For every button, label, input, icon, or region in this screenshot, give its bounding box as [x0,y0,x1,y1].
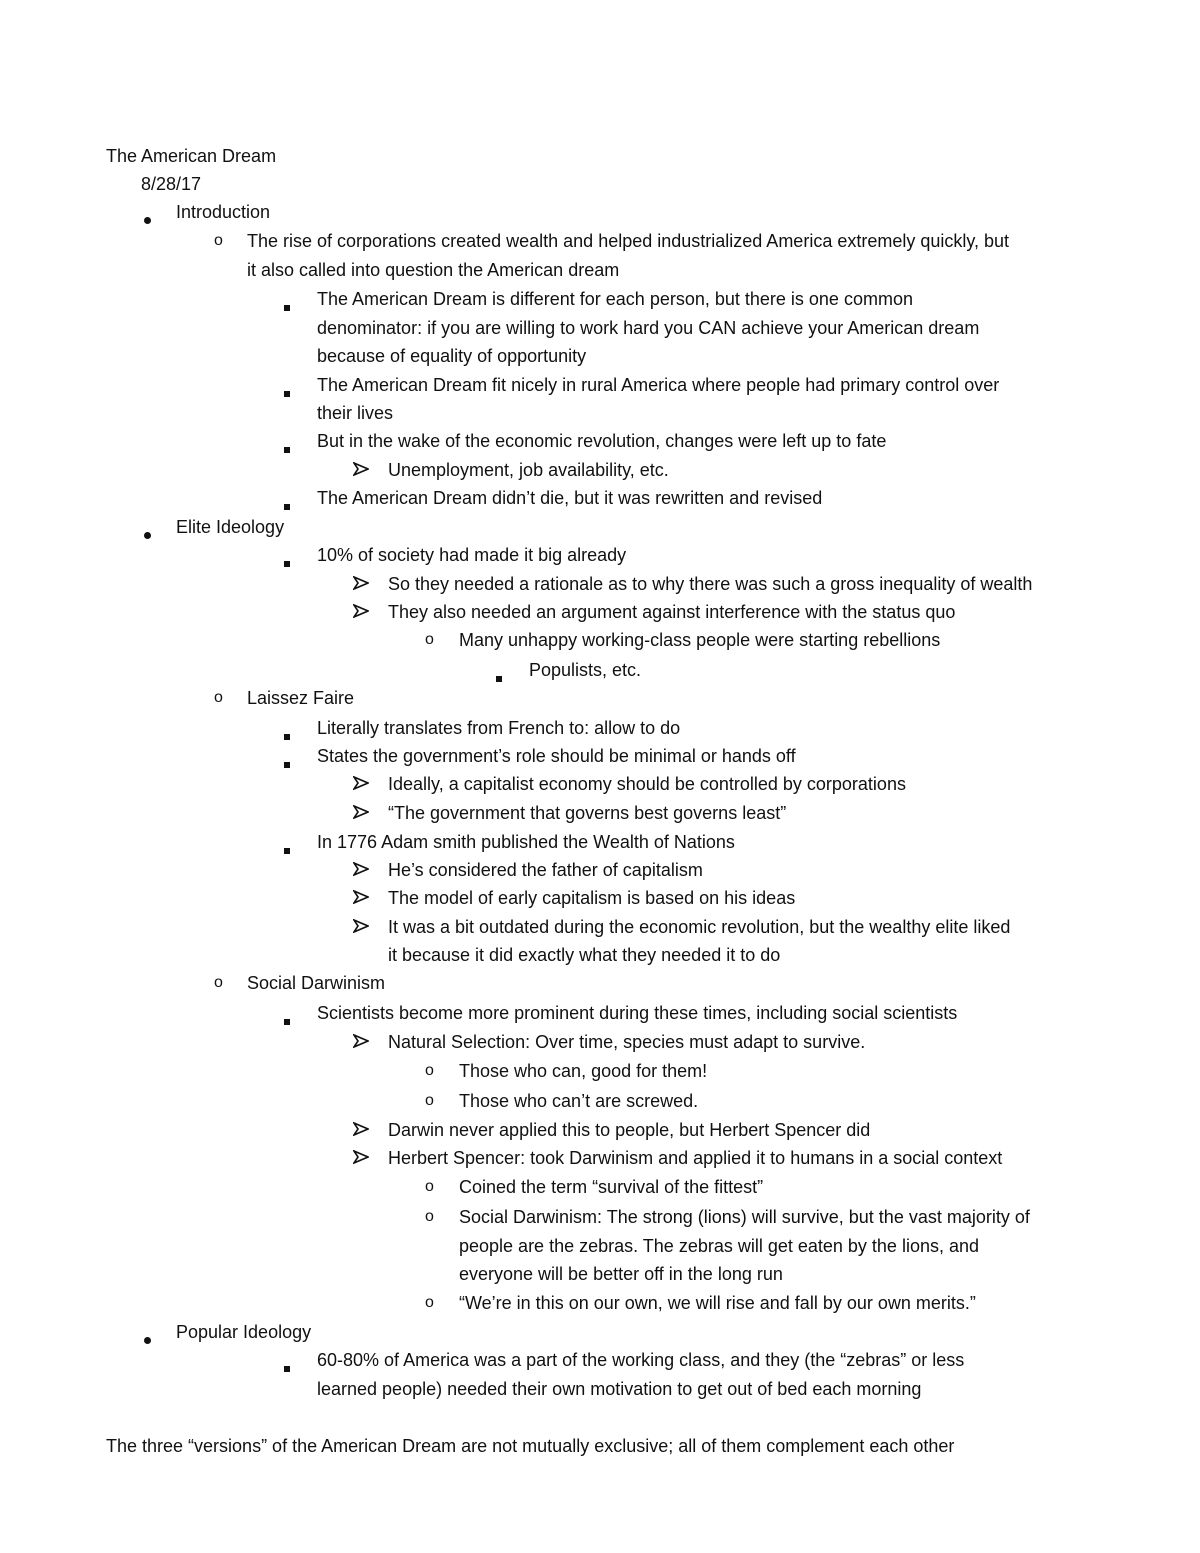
bullet-square-icon [284,296,290,314]
document-date: 8/28/17 [141,174,202,194]
text-line: “The government that governs best governs least” [388,803,787,823]
document-title: The American Dream [106,146,277,166]
text-line: So they needed a rationale as to why there was such a gross inequality of wealth [388,574,1033,594]
arrow-bullet-icon [353,1150,369,1164]
bullet-dot-icon [144,524,151,542]
text-line: Unemployment, job availability, etc. [388,460,669,480]
bullet-square-icon [284,1357,290,1375]
bullet-circle-icon: o [214,974,223,991]
arrow-bullet-icon [353,1122,369,1136]
text-line: Scientists become more prominent during these times, including social scientists [317,1003,958,1023]
text-line: 60-80% of America was a part of the working class, and they (the “zebras” or less [317,1350,965,1370]
text-line: Many unhappy working-class people were starting rebellions [459,630,941,650]
bullet-square-icon [284,382,290,400]
section-heading-elite-ideology: Elite Ideology [176,517,285,537]
text-line: The model of early capitalism is based on his ideas [388,888,796,908]
text-line: Those who can’t are screwed. [459,1091,699,1111]
bullet-square-icon [284,753,290,771]
text-line: They also needed an argument against interference with the status quo [388,602,956,622]
section-heading-introduction: Introduction [176,202,271,222]
arrow-bullet-icon [353,576,369,590]
text-line: It was a bit outdated during the economic revolution, but the wealthy elite liked [388,917,1011,937]
text-line: Populists, etc. [529,660,642,680]
text-line: Those who can, good for them! [459,1061,708,1081]
text-line: Social Darwinism: The strong (lions) will survive, but the vast majority of [459,1207,1030,1227]
bullet-square-icon [496,667,502,685]
section-heading-laissez-faire: Laissez Faire [247,688,355,708]
text-line: The American Dream fit nicely in rural America where people had primary control over [317,375,1000,395]
text-line: it because it did exactly what they needed it to do [388,945,781,965]
bullet-square-icon [284,495,290,513]
text-line: everyone will be better off in the long run [459,1264,783,1284]
text-line: learned people) needed their own motivation to get out of bed each morning [317,1379,922,1399]
text-line: Natural Selection: Over time, species must adapt to survive. [388,1032,866,1052]
text-line: their lives [317,403,394,423]
bullet-circle-icon: o [425,1294,434,1311]
bullet-dot-icon [144,1329,151,1347]
arrow-bullet-icon [353,776,369,790]
bullet-circle-icon: o [214,689,223,706]
bullet-circle-icon: o [425,1062,434,1079]
arrow-bullet-icon [353,604,369,618]
text-line: denominator: if you are willing to work hard you CAN achieve your American dream [317,318,980,338]
bullet-circle-icon: o [425,1208,434,1225]
bullet-square-icon [284,839,290,857]
text-line: because of equality of opportunity [317,346,587,366]
bullet-square-icon [284,552,290,570]
section-heading-popular-ideology: Popular Ideology [176,1322,312,1342]
text-line: Literally translates from French to: allow to do [317,718,681,738]
text-line: “We’re in this on our own, we will rise and fall by our own merits.” [459,1293,976,1313]
text-line: The American Dream is different for each person, but there is one common [317,289,913,309]
arrow-bullet-icon [353,890,369,904]
closing-statement: The three “versions” of the American Dream are not mutually exclusive; all of them complement each other [106,1436,955,1456]
text-line: Ideally, a capitalist economy should be controlled by corporations [388,774,906,794]
bullet-square-icon [284,438,290,456]
text-line: He’s considered the father of capitalism [388,860,703,880]
text-line: States the government’s role should be minimal or hands off [317,746,796,766]
bullet-circle-icon: o [425,631,434,648]
arrow-bullet-icon [353,919,369,933]
text-line: The American Dream didn’t die, but it was rewritten and revised [317,488,823,508]
bullet-square-icon [284,1010,290,1028]
arrow-bullet-icon [353,862,369,876]
bullet-circle-icon: o [425,1178,434,1195]
text-line: Darwin never applied this to people, but Herbert Spencer did [388,1120,871,1140]
text-line: The rise of corporations created wealth and helped industrialized America extremely quickly, but [247,231,1010,251]
arrow-bullet-icon [353,462,369,476]
arrow-bullet-icon [353,805,369,819]
text-line: 10% of society had made it big already [317,545,627,565]
text-line: But in the wake of the economic revolution, changes were left up to fate [317,431,887,451]
bullet-circle-icon: o [214,232,223,249]
bullet-circle-icon: o [425,1092,434,1109]
section-heading-social-darwinism: Social Darwinism [247,973,386,993]
text-line: it also called into question the American dream [247,260,620,280]
text-line: people are the zebras. The zebras will get eaten by the lions, and [459,1236,979,1256]
text-line: Herbert Spencer: took Darwinism and applied it to humans in a social context [388,1148,1003,1168]
text-line: Coined the term “survival of the fittest” [459,1177,764,1197]
bullet-square-icon [284,725,290,743]
arrow-bullet-icon [353,1034,369,1048]
bullet-dot-icon [144,209,151,227]
text-line: In 1776 Adam smith published the Wealth of Nations [317,832,735,852]
